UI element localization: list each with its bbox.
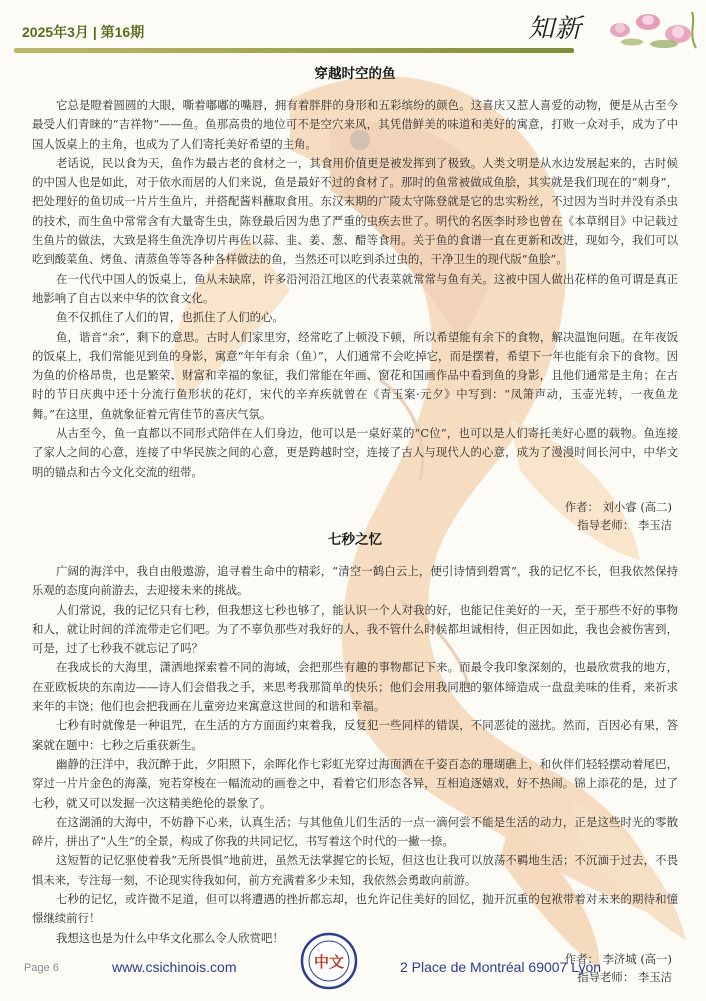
magazine-logo: 知新	[528, 14, 583, 44]
article-paragraph: 在我成长的大海里，潇洒地探索着不同的海域，会把那些有趣的事物都记下来。而最令我印象深刻的，也最欣赏我的地方，在亚欧板块的东南边——诗人们会借我之手，来思考我那简单的快乐；他们会用我同胞的躯体缔造成一盘盘美味的佳肴，来祈求来年的丰饶；他们也会把我画在儿童旁边来寓意这世间的和谐和幸福。	[32, 660, 678, 714]
header-rule	[14, 48, 574, 53]
article-paragraph: 在一代代中国人的饭桌上，鱼从未缺席，许多沿河沿江地区的代表菜就常常与鱼有关。这被中国人做出花样的鱼可谓是真正地影响了自古以来中华的饮食文化。	[32, 271, 678, 305]
article-paragraph: 鱼，谐音“余”，剩下的意思。古时人们家里穷，经常吃了上顿没下顿，所以希望能有余下的食物，解决温饱问题。在年夜饭的饭桌上，我们常能见到鱼的身影，寓意“年年有余（鱼）”，人们通常不会吃掉它，而是摆着，希望下一年也能有余下的食物。因为鱼的价格昂贵，也是繁荣、财富和幸福的象征，我们常能在年画、窗花和国画作品中看到鱼的身影，且他们通常是主角；在古时的节日庆典中还十分流行鱼形状的花灯，宋代的辛弃疾就曾在《青玉案·元夕》中写到：“凤箫声动，玉壶光转，一夜鱼龙舞。”在这里，鱼就象征着元宵佳节的喜庆气氛。	[32, 329, 678, 421]
seal-text: 中文	[313, 953, 345, 971]
page-number: Page 6	[24, 962, 59, 974]
article-paragraph: 在这湖涌的大海中，不妨静下心来，认真生活；与其他鱼儿们生活的一点一滴何尝不能是生活的动力，正是这些时光的零散碎片，拼出了“人生”的全景，构成了你我的共同记忆，书写着这个时代的一撇一捺。	[32, 814, 678, 849]
article-title: 穿越时空的鱼	[314, 66, 396, 82]
issue-label: 2025年3月 | 第16期	[22, 24, 145, 40]
article-paragraph: 我想这也是为什么中华文化那么令人欣赏吧！	[55, 930, 284, 945]
article-paragraph: 老话说，民以食为天，鱼作为最古老的食材之一，其食用价值更是被发挥到了极致。人类文明是从水边发展起来的，古时候的中国人也是如此，对于依水而居的人们来说，鱼是最好不过的食材了。那时的鱼常被做成鱼脍，其实就是我们现在的“刺身”，把处理好的鱼切成一片片生鱼片，并搭配酱料蘸取食用。东汉末期的广陵太守陈登就是它的忠实粉丝，不过因为当时并没有杀虫的技术，而生鱼中常常含有大量寄生虫，陈登最后因为患了严重的虫疾去世了。明代的名医李时珍也曾在《本草纲目》中记载过生鱼片的做法，大致是将生鱼洗净切片再佐以蒜、韭、姜、葱、醋等食用。关于鱼的食谱一直在更新和改进，现如今，我们可以吃到酸菜鱼、烤鱼、清蒸鱼等等各种各样做法的鱼，当然还可以吃到杀过虫的，干净卫生的现代版“鱼脍”。	[32, 155, 678, 267]
article-paragraph: 它总是瞪着圆圆的大眼，嘶着嘟嘟的嘴唇，拥有着胖胖的身形和五彩缤纷的颜色。这喜庆又惹人喜爱的动物，便是从古至今最受人们青睐的“吉祥物”——鱼。鱼那高贵的地位可不是空穴来风，其凭借鲜美的味道和美好的寓意，打败一众对手，成为了中国人饭桌上的主角，也成为了人们寄托美好希望的主角。	[32, 98, 678, 151]
article-paragraph: 七秒的记忆，或许微不足道，但可以将遭遇的挫折都忘却，也允许记住美好的回忆，抛开沉重的包袱带着对未来的期待和憧憬继续前行！	[32, 892, 678, 926]
article-seven-second-memory	[32, 528, 678, 986]
teacher-credit: 指导老师： 李玉洁	[577, 517, 672, 532]
website-link[interactable]: www.csichinois.com	[112, 959, 237, 975]
author-credit: 作者： 李济城 (高一)	[564, 951, 672, 966]
article-paragraph: 鱼不仅抓住了人们的胃，也抓住了人们的心。	[55, 310, 284, 325]
author-credit: 作者： 刘小睿 (高二)	[564, 499, 672, 514]
teacher-credit: 指导老师： 李玉洁	[577, 969, 672, 984]
article-paragraph: 幽静的汪洋中，我沉醉于此，夕阳照下，余晖化作七彩虹光穿过海面洒在千姿百态的珊瑚礁上，和伙伴们轻轻摆动着尾巴，穿过一片片金色的海藻，宛若穿梭在一幅流动的画卷之中，看着它们形态各异，互相追逐嬉戏，好不热闹。锦上添花的是，过了七秒，就又可以发掘一次这精美绝伦的景象了。	[32, 756, 678, 810]
article-paragraph: 广阔的海洋中，我自由般遨游，追寻着生命中的精彩，“清空一鹤白云上，便引诗情到碧霄”，我的记忆不长，但我依然保持乐观的态度向前游去，去迎接未来的挑战。	[32, 564, 678, 598]
school-seal-icon	[300, 932, 358, 990]
article-title: 七秒之忆	[328, 532, 382, 548]
article-paragraph: 从古至今，鱼一直都以不同形式陪伴在人们身边，他可以是一桌好菜的“C位”，也可以是人们寄托美好心愿的载物。鱼连接了家人之间的心意，连接了中华民族之间的心意，更是跨越时空，连接了古人与现代人的心意，成为了漫漫时间长河中，中华文明的锚点和古今文化交流的纽带。	[32, 426, 678, 479]
article-fish-through-time	[32, 62, 678, 534]
page-footer	[0, 946, 706, 1001]
article-paragraph: 七秒有时就像是一种诅咒，在生活的方方面面约束着我，反复犯一些同样的错误，不同恶徒的滋扰。然而，百因必有果，答案就在题中：七秒之后重获新生。	[32, 718, 678, 752]
article-paragraph: 人们常说，我的记忆只有七秒，但我想这七秒也够了，能认识一个人对我的好，也能记住美好的一天，至于那些不好的事物和人，就让时间的洋流带走它们吧。为了不辜负那些对我好的人，我不管什么时候都坦诚相待，但正因如此，我也会被伤害到，可是，过了七秒我不就忘记了吗？	[32, 602, 678, 656]
article-paragraph: 这短暂的记忆驱使着我“无所畏惧”地前进，虽然无法掌握它的长短，但这也让我可以放荡不羁地生活；不沉湎于过去，不畏惧未来，专注每一刻，不论现实待我如何，前方充满着多少未知，我依然会勇敢向前游。	[32, 853, 678, 887]
page-header	[0, 0, 706, 56]
address: 2 Place de Montréal 69007 Lyon	[400, 959, 602, 975]
lotus-decoration-icon	[592, 4, 702, 52]
